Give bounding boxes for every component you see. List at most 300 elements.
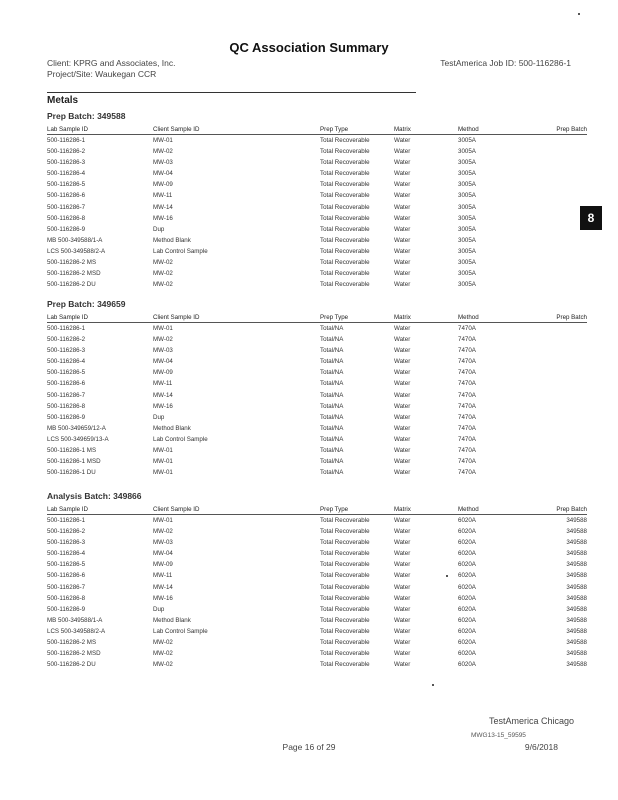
table-row (47, 378, 587, 389)
cell-matrix: Water (394, 347, 411, 355)
batch-block (47, 299, 587, 478)
cell-client-sample-id: MW-09 (153, 561, 173, 569)
cell-matrix: Water (394, 561, 411, 569)
cell-prep-type: Total Recoverable (320, 627, 370, 635)
table-row (47, 537, 587, 548)
cell-method: 7470A (458, 458, 476, 466)
table-row (47, 168, 587, 179)
scan-speck (446, 575, 448, 577)
cell-lab-sample-id: 500-116286-7 (47, 391, 86, 399)
cell-lab-sample-id: 500-116286-1 MSD (47, 458, 101, 466)
cell-client-sample-id: MW-01 (153, 469, 173, 477)
cell-client-sample-id: Method Blank (153, 236, 191, 244)
cell-method: 7470A (458, 424, 476, 432)
table-row (47, 257, 587, 268)
section-title: Metals (47, 95, 79, 106)
cell-prep-type: Total Recoverable (320, 214, 370, 222)
table-row (47, 213, 587, 224)
table-row (47, 570, 587, 581)
cell-method: 6020A (458, 539, 476, 547)
cell-matrix: Water (394, 469, 411, 477)
table-header-row (47, 505, 587, 515)
cell-prep-batch (531, 367, 587, 378)
cell-method: 6020A (458, 639, 476, 647)
cell-matrix: Water (394, 435, 411, 443)
table-row (47, 179, 587, 190)
cell-method: 7470A (458, 358, 476, 366)
cell-method: 6020A (458, 661, 476, 669)
cell-method: 3005A (458, 192, 476, 200)
cell-matrix: Water (394, 458, 411, 466)
cell-prep-type: Total Recoverable (320, 137, 370, 144)
cell-prep-type: Total Recoverable (320, 528, 370, 536)
cell-lab-sample-id: MB 500-349659/12-A (47, 424, 106, 432)
cell-client-sample-id: Lab Control Sample (153, 627, 208, 635)
cell-matrix: Water (394, 270, 411, 278)
table-row (47, 637, 587, 648)
cell-matrix: Water (394, 259, 411, 267)
cell-method: 7470A (458, 402, 476, 410)
cell-method: 7470A (458, 347, 476, 355)
cell-prep-batch: 349588 (566, 539, 587, 547)
cell-method: 3005A (458, 159, 476, 167)
cell-prep-type: Total Recoverable (320, 159, 370, 167)
cell-prep-batch (531, 190, 587, 201)
cell-prep-type: Total Recoverable (320, 650, 370, 658)
cell-prep-batch: 349588 (566, 561, 587, 569)
cell-prep-type: Total/NA (320, 369, 344, 377)
cell-prep-type: Total Recoverable (320, 236, 370, 244)
table-row (47, 146, 587, 157)
batch-title: Analysis Batch: 349866 (47, 491, 142, 501)
cell-lab-sample-id: 500-116286-3 (47, 539, 86, 547)
col-matrix: Matrix (394, 313, 458, 323)
cell-method: 3005A (458, 203, 476, 211)
cell-client-sample-id: MW-02 (153, 661, 173, 669)
table-row (47, 515, 587, 527)
cell-client-sample-id: MW-16 (153, 214, 173, 222)
cell-matrix: Water (394, 661, 411, 669)
cell-matrix: Water (394, 214, 411, 222)
cell-matrix: Water (394, 170, 411, 178)
cell-prep-type: Total Recoverable (320, 572, 370, 580)
table-row (47, 157, 587, 168)
cell-prep-batch (531, 401, 587, 412)
cell-prep-type: Total Recoverable (320, 192, 370, 200)
cell-method: 7470A (458, 325, 476, 332)
cell-prep-batch (531, 279, 587, 290)
header-divider (47, 92, 416, 93)
cell-prep-type: Total Recoverable (320, 270, 370, 278)
cell-method: 3005A (458, 259, 476, 267)
cell-client-sample-id: MW-01 (153, 517, 173, 524)
cell-client-sample-id: MW-04 (153, 358, 173, 366)
cell-prep-batch (531, 456, 587, 467)
cell-method: 6020A (458, 627, 476, 635)
cell-method: 6020A (458, 605, 476, 613)
cell-lab-sample-id: 500-116286-7 (47, 583, 86, 591)
cell-method: 7470A (458, 447, 476, 455)
cell-prep-type: Total Recoverable (320, 170, 370, 178)
table-row (47, 559, 587, 570)
cell-prep-type: Total Recoverable (320, 259, 370, 267)
cell-prep-batch (531, 345, 587, 356)
cell-client-sample-id: MW-02 (153, 148, 173, 156)
cell-client-sample-id: Dup (153, 225, 165, 233)
cell-method: 3005A (458, 236, 476, 244)
cell-prep-type: Total Recoverable (320, 605, 370, 613)
col-method: Method (458, 125, 531, 135)
cell-prep-batch: 349588 (566, 627, 587, 635)
cell-lab-sample-id: 500-116286-2 DU (47, 281, 96, 289)
cell-prep-batch (531, 157, 587, 168)
cell-client-sample-id: MW-14 (153, 203, 173, 211)
cell-matrix: Water (394, 583, 411, 591)
cell-prep-batch: 349588 (566, 550, 587, 558)
cell-prep-type: Total Recoverable (320, 225, 370, 233)
cell-prep-type: Total/NA (320, 325, 344, 332)
cell-method: 6020A (458, 583, 476, 591)
cell-prep-batch (531, 246, 587, 257)
cell-prep-batch: 349588 (566, 605, 587, 613)
cell-method: 6020A (458, 528, 476, 536)
table-row (47, 582, 587, 593)
table-row (47, 401, 587, 412)
cell-client-sample-id: MW-14 (153, 391, 173, 399)
cell-lab-sample-id: LCS 500-349588/2-A (47, 247, 106, 255)
cell-prep-batch (531, 213, 587, 224)
cell-prep-type: Total Recoverable (320, 550, 370, 558)
cell-prep-batch (531, 467, 587, 478)
table-header-row (47, 125, 587, 135)
cell-matrix: Water (394, 192, 411, 200)
cell-method: 3005A (458, 214, 476, 222)
cell-client-sample-id: MW-03 (153, 159, 173, 167)
table-row (47, 626, 587, 637)
cell-lab-sample-id: 500-116286-2 MS (47, 259, 97, 267)
table-row (47, 202, 587, 213)
cell-method: 7470A (458, 391, 476, 399)
cell-client-sample-id: MW-04 (153, 170, 173, 178)
client-name: Client: KPRG and Associates, Inc. (47, 58, 176, 68)
cell-matrix: Water (394, 148, 411, 156)
col-prep-batch: Prep Batch (531, 505, 587, 515)
cell-prep-type: Total/NA (320, 347, 344, 355)
cell-lab-sample-id: 500-116286-2 (47, 336, 86, 344)
batch-table (47, 505, 587, 670)
job-id: TestAmerica Job ID: 500-116286-1 (440, 58, 571, 68)
cell-prep-batch (531, 412, 587, 423)
cell-method: 3005A (458, 225, 476, 233)
cell-lab-sample-id: 500-116286-1 (47, 517, 86, 524)
cell-client-sample-id: MW-09 (153, 369, 173, 377)
cell-prep-type: Total Recoverable (320, 281, 370, 289)
table-row (47, 334, 587, 345)
cell-matrix: Water (394, 236, 411, 244)
cell-lab-sample-id: 500-116286-8 (47, 214, 86, 222)
cell-prep-batch (531, 224, 587, 235)
table-row (47, 434, 587, 445)
table-row (47, 604, 587, 615)
cell-matrix: Water (394, 550, 411, 558)
cell-method: 6020A (458, 594, 476, 602)
cell-method: 6020A (458, 550, 476, 558)
cell-method: 3005A (458, 148, 476, 156)
cell-prep-batch (531, 334, 587, 345)
cell-client-sample-id: MW-01 (153, 137, 173, 144)
cell-matrix: Water (394, 137, 411, 144)
batch-title: Prep Batch: 349588 (47, 111, 126, 121)
cell-prep-batch (531, 146, 587, 157)
cell-client-sample-id: Method Blank (153, 616, 191, 624)
table-row (47, 323, 587, 335)
cell-lab-sample-id: 500-116286-9 (47, 225, 86, 233)
cell-prep-batch (531, 423, 587, 434)
cell-method: 3005A (458, 281, 476, 289)
cell-prep-batch: 349588 (566, 616, 587, 624)
cell-lab-sample-id: 500-116286-4 (47, 358, 86, 366)
cell-method: 6020A (458, 572, 476, 580)
cell-client-sample-id: MW-01 (153, 458, 173, 466)
col-client-sample-id: Client Sample ID (153, 313, 320, 323)
cell-prep-type: Total Recoverable (320, 561, 370, 569)
cell-prep-batch: 349588 (566, 583, 587, 591)
cell-prep-batch (531, 390, 587, 401)
cell-prep-batch (531, 235, 587, 246)
cell-prep-batch (531, 179, 587, 190)
cell-client-sample-id: MW-02 (153, 259, 173, 267)
cell-matrix: Water (394, 594, 411, 602)
scan-speck (578, 13, 580, 15)
cell-client-sample-id: Lab Control Sample (153, 247, 208, 255)
cell-client-sample-id: MW-16 (153, 402, 173, 410)
cell-lab-sample-id: 500-116286-2 (47, 528, 86, 536)
table-row (47, 423, 587, 434)
table-row (47, 246, 587, 257)
col-prep-batch: Prep Batch (531, 125, 587, 135)
cell-lab-sample-id: 500-116286-3 (47, 347, 86, 355)
batch-block (47, 111, 587, 290)
cell-prep-type: Total/NA (320, 391, 344, 399)
batch-table (47, 313, 587, 478)
table-row (47, 235, 587, 246)
batch-title: Prep Batch: 349659 (47, 299, 126, 309)
cell-matrix: Water (394, 528, 411, 536)
cell-client-sample-id: MW-03 (153, 539, 173, 547)
cell-lab-sample-id: 500-116286-2 MSD (47, 650, 101, 658)
cell-prep-type: Total/NA (320, 458, 344, 466)
table-row (47, 390, 587, 401)
cell-lab-sample-id: 500-116286-6 (47, 192, 86, 200)
col-matrix: Matrix (394, 505, 458, 515)
table-row (47, 224, 587, 235)
cell-lab-sample-id: 500-116286-3 (47, 159, 86, 167)
table-row (47, 456, 587, 467)
cell-client-sample-id: Method Blank (153, 424, 191, 432)
cell-client-sample-id: MW-02 (153, 281, 173, 289)
cell-method: 3005A (458, 270, 476, 278)
cell-prep-batch: 349588 (566, 594, 587, 602)
cell-method: 6020A (458, 650, 476, 658)
table-row (47, 648, 587, 659)
table-row (47, 659, 587, 670)
col-prep-type: Prep Type (320, 313, 394, 323)
cell-lab-sample-id: MB 500-349588/1-A (47, 236, 103, 244)
col-lab-sample-id: Lab Sample ID (47, 313, 153, 323)
cell-method: 7470A (458, 336, 476, 344)
cell-lab-sample-id: LCS 500-349659/13-A (47, 435, 109, 443)
table-row (47, 615, 587, 626)
cell-client-sample-id: MW-02 (153, 650, 173, 658)
footer-date: 9/6/2018 (524, 742, 558, 752)
col-client-sample-id: Client Sample ID (153, 125, 320, 135)
cell-client-sample-id: Dup (153, 605, 165, 613)
cell-lab-sample-id: 500-116286-2 DU (47, 661, 96, 669)
cell-prep-batch (531, 378, 587, 389)
cell-lab-sample-id: 500-116286-6 (47, 380, 86, 388)
cell-prep-type: Total Recoverable (320, 583, 370, 591)
table-row (47, 593, 587, 604)
cell-client-sample-id: MW-01 (153, 447, 173, 455)
cell-lab-sample-id: 500-116286-4 (47, 550, 86, 558)
table-header-row (47, 313, 587, 323)
page-number: Page 16 of 29 (282, 742, 336, 752)
cell-prep-type: Total/NA (320, 424, 344, 432)
cell-prep-batch: 349588 (566, 572, 587, 580)
cell-client-sample-id: MW-14 (153, 583, 173, 591)
col-matrix: Matrix (394, 125, 458, 135)
cell-prep-batch (531, 445, 587, 456)
table-row (47, 467, 587, 478)
cell-prep-batch (531, 323, 587, 335)
cell-client-sample-id: MW-03 (153, 347, 173, 355)
cell-prep-type: Total/NA (320, 336, 344, 344)
table-row (47, 526, 587, 537)
scan-speck (432, 684, 434, 686)
cell-client-sample-id: MW-02 (153, 336, 173, 344)
cell-lab-sample-id: 500-116286-1 DU (47, 469, 96, 477)
table-row (47, 268, 587, 279)
cell-prep-type: Total/NA (320, 413, 344, 421)
table-row (47, 548, 587, 559)
cell-client-sample-id: MW-02 (153, 528, 173, 536)
footer-doc-code: MWG13-15_59595 (471, 732, 526, 739)
cell-method: 3005A (458, 170, 476, 178)
cell-prep-batch: 349588 (566, 517, 587, 524)
cell-lab-sample-id: MB 500-349588/1-A (47, 616, 103, 624)
cell-lab-sample-id: 500-116286-1 MS (47, 447, 97, 455)
cell-client-sample-id: MW-02 (153, 270, 173, 278)
cell-matrix: Water (394, 517, 411, 524)
cell-lab-sample-id: 500-116286-1 (47, 325, 86, 332)
col-method: Method (458, 313, 531, 323)
cell-matrix: Water (394, 539, 411, 547)
cell-prep-batch (531, 168, 587, 179)
cell-client-sample-id: MW-04 (153, 550, 173, 558)
cell-prep-type: Total/NA (320, 402, 344, 410)
cell-lab-sample-id: 500-116286-7 (47, 203, 86, 211)
cell-lab-sample-id: 500-116286-2 (47, 148, 86, 156)
batch-block (47, 491, 587, 670)
cell-lab-sample-id: 500-116286-4 (47, 170, 86, 178)
cell-matrix: Water (394, 650, 411, 658)
cell-prep-batch (531, 135, 587, 147)
cell-prep-batch: 349588 (566, 639, 587, 647)
cell-prep-type: Total/NA (320, 447, 344, 455)
cell-method: 3005A (458, 247, 476, 255)
cell-client-sample-id: MW-02 (153, 639, 173, 647)
footer-lab-name: TestAmerica Chicago (488, 716, 574, 726)
cell-matrix: Water (394, 225, 411, 233)
cell-prep-type: Total Recoverable (320, 517, 370, 524)
cell-prep-type: Total Recoverable (320, 639, 370, 647)
cell-prep-type: Total Recoverable (320, 203, 370, 211)
cell-client-sample-id: MW-16 (153, 594, 173, 602)
cell-client-sample-id: MW-09 (153, 181, 173, 189)
table-row (47, 279, 587, 290)
cell-method: 3005A (458, 137, 476, 144)
table-row (47, 135, 587, 147)
cell-client-sample-id: MW-11 (153, 380, 173, 388)
cell-lab-sample-id: 500-116286-2 MS (47, 639, 97, 647)
cell-prep-type: Total/NA (320, 469, 344, 477)
cell-client-sample-id: MW-11 (153, 572, 173, 580)
cell-matrix: Water (394, 424, 411, 432)
cell-method: 6020A (458, 517, 476, 524)
cell-prep-type: Total Recoverable (320, 661, 370, 669)
col-client-sample-id: Client Sample ID (153, 505, 320, 515)
cell-matrix: Water (394, 325, 411, 332)
cell-prep-type: Total/NA (320, 358, 344, 366)
cell-method: 3005A (458, 181, 476, 189)
table-row (47, 190, 587, 201)
cell-method: 7470A (458, 369, 476, 377)
cell-client-sample-id: Lab Control Sample (153, 435, 208, 443)
cell-prep-batch (531, 434, 587, 445)
col-lab-sample-id: Lab Sample ID (47, 505, 153, 515)
table-row (47, 356, 587, 367)
cell-prep-type: Total/NA (320, 435, 344, 443)
cell-matrix: Water (394, 380, 411, 388)
cell-matrix: Water (394, 181, 411, 189)
cell-lab-sample-id: 500-116286-6 (47, 572, 86, 580)
cell-prep-type: Total Recoverable (320, 181, 370, 189)
cell-method: 7470A (458, 469, 476, 477)
table-row (47, 345, 587, 356)
cell-prep-type: Total Recoverable (320, 247, 370, 255)
cell-prep-batch (531, 202, 587, 213)
cell-lab-sample-id: 500-116286-1 (47, 137, 86, 144)
cell-lab-sample-id: 500-116286-9 (47, 413, 86, 421)
cell-matrix: Water (394, 605, 411, 613)
cell-method: 7470A (458, 435, 476, 443)
cell-method: 6020A (458, 561, 476, 569)
cell-method: 7470A (458, 380, 476, 388)
cell-method: 6020A (458, 616, 476, 624)
cell-matrix: Water (394, 336, 411, 344)
cell-lab-sample-id: 500-116286-2 MSD (47, 270, 101, 278)
cell-prep-batch (531, 356, 587, 367)
col-method: Method (458, 505, 531, 515)
cell-prep-batch (531, 257, 587, 268)
page-title: QC Association Summary (229, 40, 389, 55)
col-lab-sample-id: Lab Sample ID (47, 125, 153, 135)
cell-lab-sample-id: 500-116286-5 (47, 561, 86, 569)
cell-matrix: Water (394, 616, 411, 624)
cell-prep-type: Total/NA (320, 380, 344, 388)
cell-lab-sample-id: 500-116286-5 (47, 369, 86, 377)
cell-lab-sample-id: 500-116286-5 (47, 181, 86, 189)
